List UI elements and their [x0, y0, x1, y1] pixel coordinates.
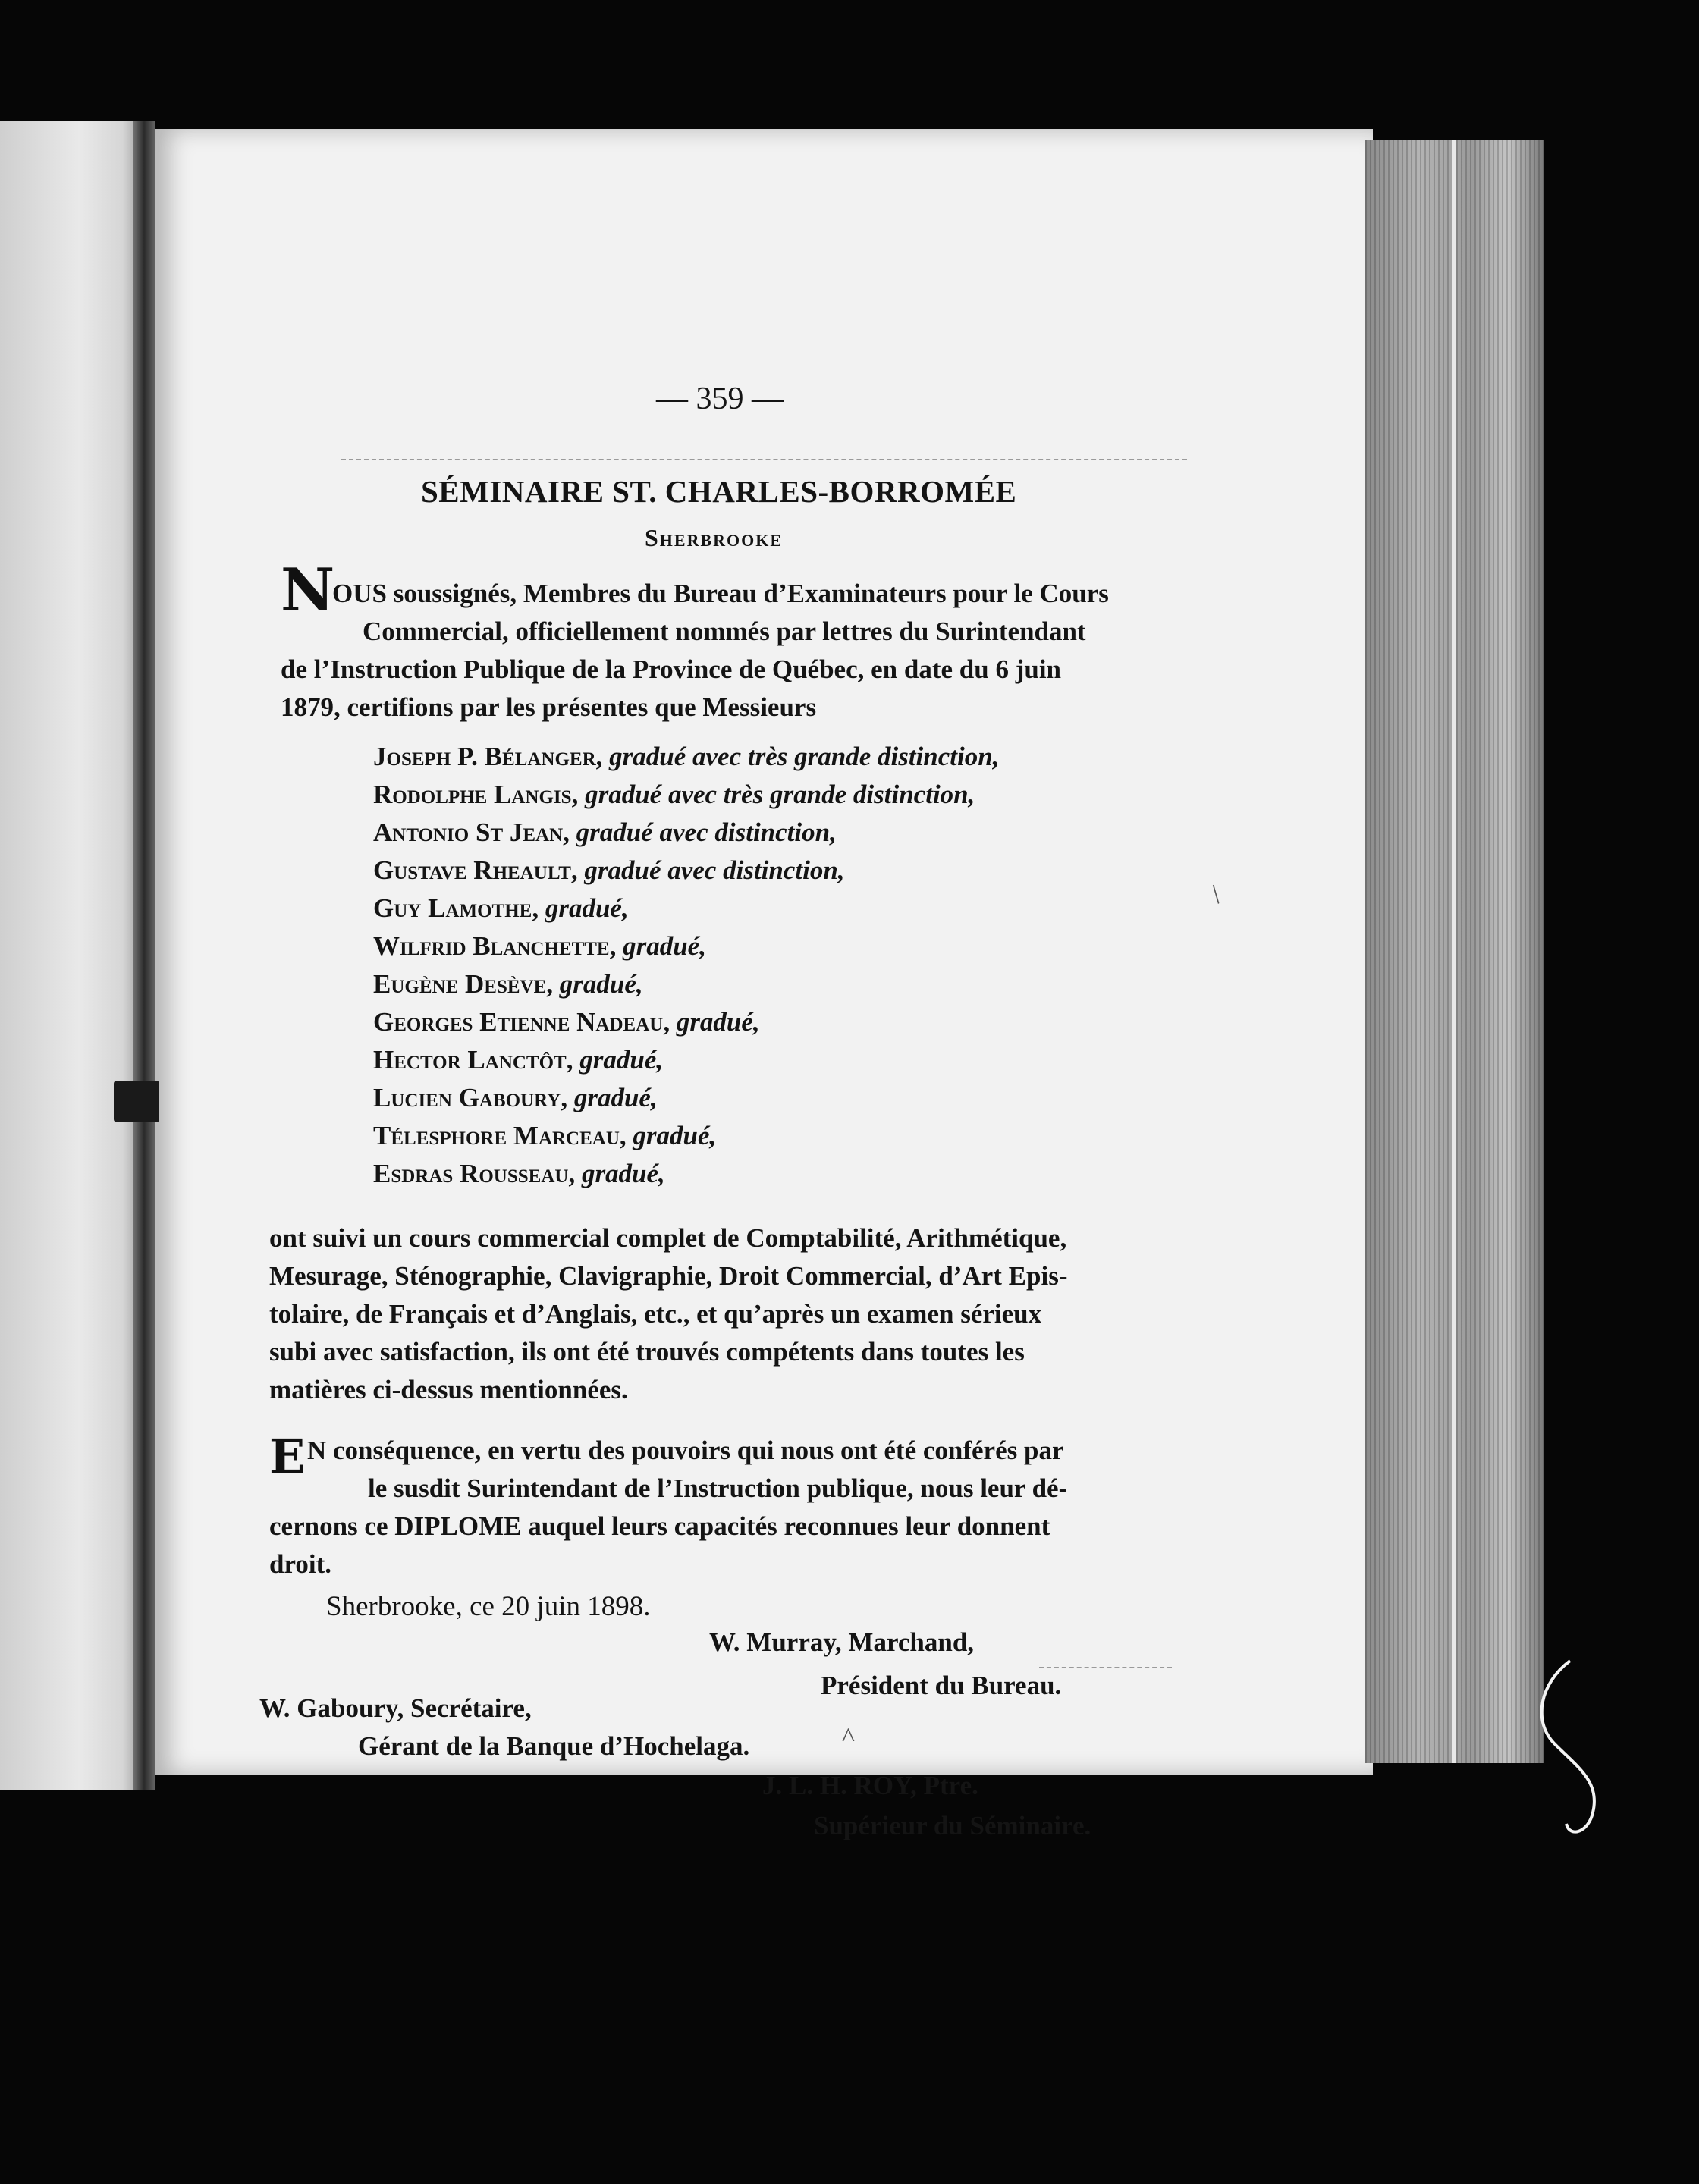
drop-cap-e: E	[269, 1429, 306, 1484]
signature-gaboury-title: Gérant de la Banque d’Hochelaga.	[358, 1731, 750, 1761]
graduate-name: Antonio St Jean	[373, 817, 564, 847]
courses-line-5: matières ci-dessus mentionnées.	[269, 1375, 628, 1404]
place-date: Sherbrooke, ce 20 juin 1898.	[326, 1591, 651, 1622]
intro-line-1-text: soussignés, Membres du Bureau d’Examinateurs pour le Cours	[386, 579, 1109, 608]
left-page-edge	[0, 121, 144, 1790]
courses-line-3: tolaire, de Français et d’Anglais, etc., et qu’après un examen sérieux	[269, 1299, 1042, 1329]
list-item: Guy Lamothe, gradué,	[373, 893, 629, 923]
thread-curl-icon	[1525, 1653, 1608, 1850]
graduate-mention: gradué avec très grande distinction,	[609, 742, 1000, 771]
graduate-name: Télesphore Marceau	[373, 1121, 620, 1150]
graduate-name: Joseph P. Bélanger	[373, 742, 596, 771]
consequence-line-3: cernons ce DIPLOME auquel leurs capacités reconnues leur donnent	[269, 1511, 1050, 1541]
list-item: Joseph P. Bélanger, gradué avec très grande distinction,	[373, 742, 1000, 771]
header-rule	[341, 459, 1187, 460]
courses-line-4: subi avec satisfaction, ils ont été trouvés compétents dans toutes les	[269, 1337, 1025, 1367]
graduate-mention: gradué,	[545, 893, 629, 923]
list-item: Antonio St Jean, gradué avec distinction,	[373, 817, 837, 847]
graduate-name: Rodolphe Langis	[373, 780, 572, 809]
list-item: Télesphore Marceau, gradué,	[373, 1121, 717, 1150]
signature-murray-title: Président du Bureau.	[821, 1671, 1062, 1700]
list-item: Eugène Desève, gradué,	[373, 969, 643, 999]
drop-cap-n: N	[281, 556, 335, 625]
graduate-name: Lucien Gaboury	[373, 1083, 561, 1112]
binding-clip	[114, 1081, 159, 1122]
intro-first-word: OUS	[332, 579, 387, 608]
graduate-name: Esdras Rousseau	[373, 1159, 569, 1188]
intro-line-4: 1879, certifions par les présentes que Messieurs	[281, 692, 817, 722]
graduate-mention: gradué,	[579, 1045, 664, 1075]
list-item: Georges Etienne Nadeau, gradué,	[373, 1007, 760, 1037]
intro-line-1	[332, 580, 1109, 607]
consequence-line-4: droit.	[269, 1549, 331, 1579]
book-gutter	[133, 121, 155, 1790]
graduate-name: Georges Etienne Nadeau	[373, 1007, 664, 1037]
signature-rule	[1039, 1667, 1172, 1668]
page-subtitle: Sherbrooke	[645, 524, 784, 551]
list-item: Gustave Rheault, gradué avec distinction,	[373, 855, 845, 885]
signature-roy-title: Supérieur du Séminaire.	[814, 1811, 1091, 1840]
graduate-name: Guy Lamothe	[373, 893, 532, 923]
list-item: Lucien Gaboury, gradué,	[373, 1083, 658, 1112]
graduate-name: Wilfrid Blanchette	[373, 931, 610, 961]
signature-murray-name: W. Murray, Marchand,	[709, 1627, 975, 1657]
graduate-mention: gradué,	[633, 1121, 717, 1150]
graduate-mention: gradué,	[573, 1083, 658, 1112]
graduate-mention: gradué,	[623, 931, 706, 961]
intro-line-2: Commercial, officiellement nommés par lettres du Surintendant	[363, 617, 1086, 646]
courses-line-2: Mesurage, Sténographie, Clavigraphie, Droit Commercial, d’Art Epis-	[269, 1261, 1068, 1291]
graduate-mention: gradué,	[581, 1159, 665, 1188]
signature-gaboury-name: W. Gaboury, Secrétaire,	[259, 1693, 532, 1723]
page-number: — 359 —	[656, 381, 784, 416]
graduate-mention: gradué avec distinction,	[576, 817, 837, 847]
page-edge-highlight	[1452, 140, 1456, 1763]
list-item: Wilfrid Blanchette, gradué,	[373, 931, 706, 961]
graduate-mention: gradué,	[559, 969, 643, 999]
page-title: SÉMINAIRE ST. CHARLES-BORROMÉE	[421, 474, 1017, 509]
graduate-mention: gradué avec distinction,	[584, 855, 845, 885]
consequence-line-1: N conséquence, en vertu des pouvoirs qui nous ont été conférés par	[307, 1436, 1064, 1465]
courses-line-1: ont suivi un cours commercial complet de Comptabilité, Arithmétique,	[269, 1223, 1067, 1253]
signature-roy-name: J. L. H. ROY, Ptre.	[762, 1771, 978, 1800]
scan-mark: /	[1204, 879, 1228, 909]
scan-mark: ^	[842, 1722, 855, 1753]
graduate-mention: gradué avec très grande distinction,	[585, 780, 975, 809]
graduate-name: Eugène Desève	[373, 969, 547, 999]
list-item: Hector Lanctôt, gradué,	[373, 1045, 664, 1075]
list-item: Esdras Rousseau, gradué,	[373, 1159, 665, 1188]
graduate-mention: gradué,	[676, 1007, 760, 1037]
consequence-line-2: le susdit Surintendant de l’Instruction publique, nous leur dé-	[368, 1473, 1068, 1503]
graduate-name: Gustave Rheault	[373, 855, 571, 885]
intro-line-3: de l’Instruction Publique de la Province de Québec, en date du 6 juin	[281, 654, 1062, 684]
list-item: Rodolphe Langis, gradué avec très grande distinction,	[373, 780, 975, 809]
graduate-name: Hector Lanctôt	[373, 1045, 567, 1075]
